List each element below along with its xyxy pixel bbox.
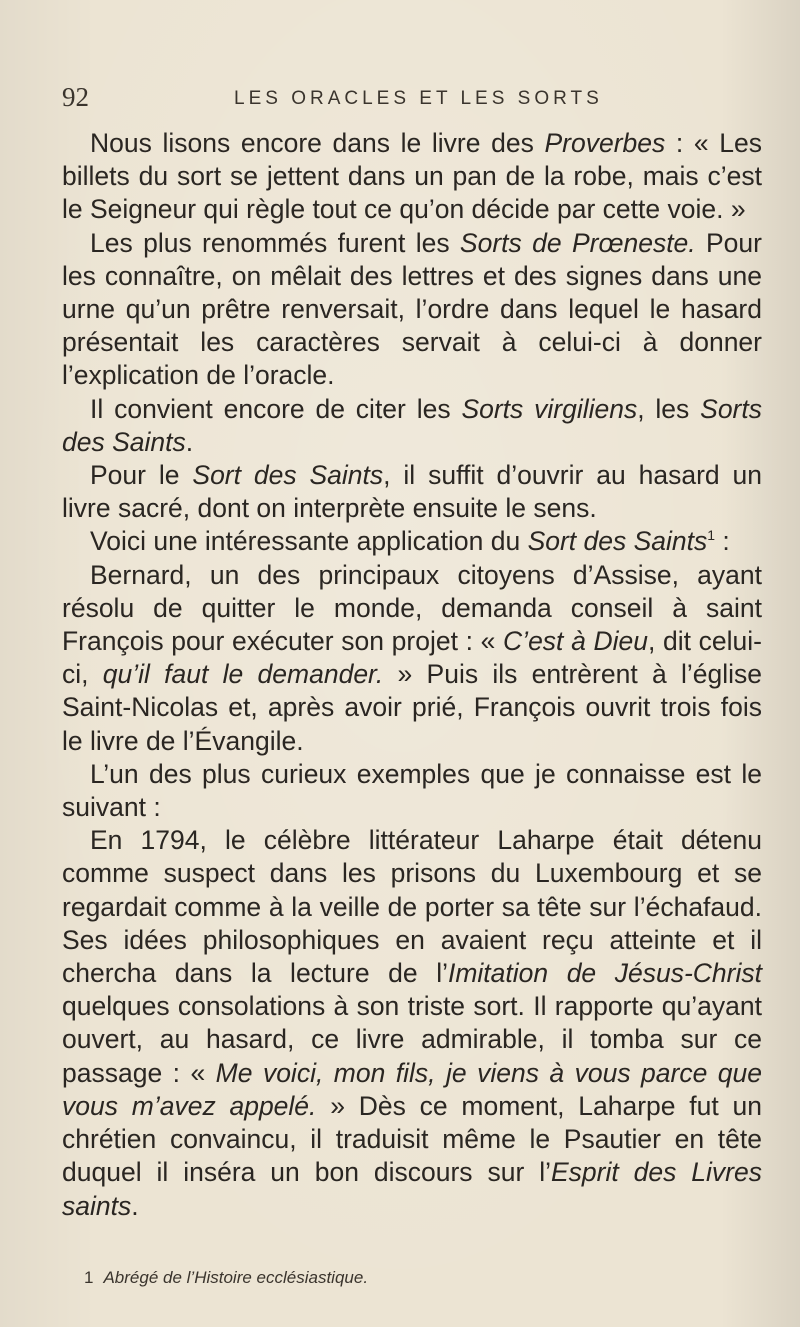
body-text — [62, 127, 762, 1223]
paragraph: Les plus renommés furent les Sorts de Prœneste. Pour les connaître, on mêlait des lettres et des signes dans une urne qu’un prêtre renversait, l’ordre dans lequel le hasard présentait les caractères servait à celui-ci à donner l’explication de l’oracle. — [62, 227, 762, 391]
paragraph: Pour le Sort des Saints, il suffit d’ouvrir au hasard un livre sacré, dont on interprète ensuite le sens. — [62, 460, 762, 524]
footnote — [84, 1268, 744, 1288]
paragraph: Nous lisons encore dans le livre des Proverbes : « Les billets du sort se jettent dans un pan de la robe, mais c’est le Seigneur qui règle tout ce qu’on décide par cette voie. » — [62, 128, 762, 225]
footnote-text: Abrégé de l’Histoire ecclésiastique. — [103, 1268, 369, 1287]
footnote-number: 1 — [84, 1268, 94, 1287]
paragraph: Il convient encore de citer les Sorts virgiliens, les Sorts des Saints. — [62, 393, 762, 457]
running-header: LES ORACLES ET LES SORTS — [234, 88, 603, 109]
paragraph: En 1794, le célèbre littérateur Laharpe était détenu comme suspect dans les prisons du Luxembourg et se regardait comme à la veille de porter sa tête sur l’échafaud. Ses idées philosophiques en avaient reçu atteinte et il chercha dans la lecture de l’Imitation de Jésus-Christ quelques consolations à son triste sort. Il rapporte qu’ayant ouvert, au hasard, ce livre admirable, il tomba sur ce passage : « Me voici, mon fils, je viens à vous parce que vous m’avez appelé. » Dès ce moment, Laharpe fut un chrétien convaincu, il traduisit même le Psautier en tête duquel il inséra un bon discours sur l’Esprit des Livres saints. — [62, 825, 762, 1221]
paragraph: Bernard, un des principaux citoyens d’Assise, ayant résolu de quitter le monde, demanda conseil à saint François pour exécuter son projet : « C’est à Dieu, dit celui-ci, qu’il faut le demander. » Puis ils entrèrent à l’église Saint-Nicolas et, après avoir prié, François ouvrit trois fois le livre de l’Évangile. — [62, 559, 763, 756]
footnote-reference: 1 — [707, 527, 716, 544]
paragraph: L’un des plus curieux exemples que je connaisse est le suivant : — [62, 758, 762, 823]
paragraph: Voici une intéressante application du Sort des Saints$^1$ : — [90, 526, 730, 557]
page-number: 92 — [62, 82, 89, 112]
